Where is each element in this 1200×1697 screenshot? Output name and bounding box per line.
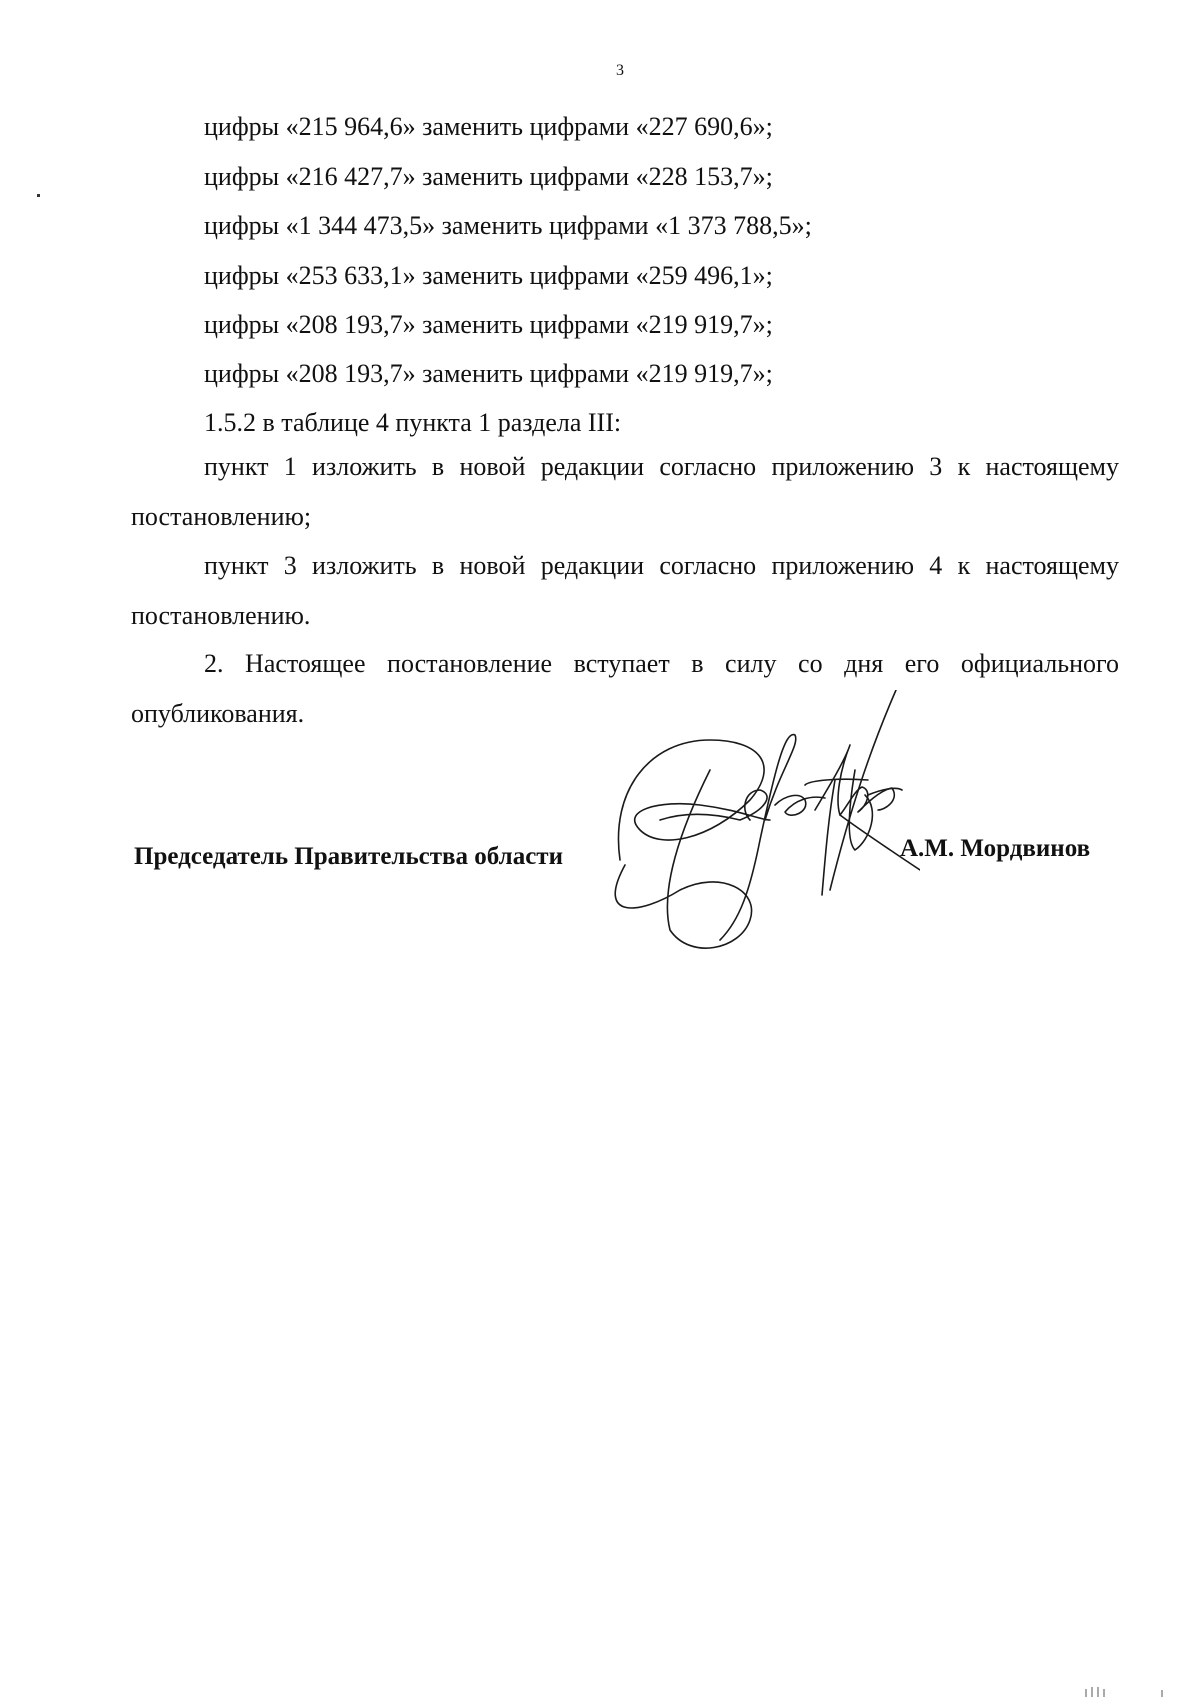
point-3-paragraph: пункт 3 изложить в новой редакции согласно приложению 4 к настоящему постановлению. <box>131 551 1119 630</box>
clause-2-paragraph: 2. Настоящее постановление вступает в силу со дня его официального опубликования. <box>131 649 1119 728</box>
scan-edge-marks <box>1080 1684 1180 1697</box>
replacement-line-1: цифры «215 964,6» заменить цифрами «227 690,6»; <box>204 112 773 141</box>
signatory-title: Председатель Правительства области <box>134 843 563 870</box>
replacement-line-5: цифры «208 193,7» заменить цифрами «219 919,7»; <box>204 310 773 339</box>
signatory-name: А.М. Мордвинов <box>900 835 1091 862</box>
point-1-paragraph: пункт 1 изложить в новой редакции согласно приложению 3 к настоящему постановлению; <box>131 452 1119 531</box>
replacement-line-3: цифры «1 344 473,5» заменить цифрами «1 373 788,5»; <box>204 211 812 240</box>
replacement-line-2: цифры «216 427,7» заменить цифрами «228 153,7»; <box>204 162 773 191</box>
replacement-line-4: цифры «253 633,1» заменить цифрами «259 496,1»; <box>204 261 773 290</box>
scan-dot <box>37 194 40 197</box>
replacement-line-6: цифры «208 193,7» заменить цифрами «219 919,7»; <box>204 359 773 388</box>
handwritten-signature <box>600 690 920 970</box>
page-number: 3 <box>616 62 624 79</box>
clause-1-5-2: 1.5.2 в таблице 4 пункта 1 раздела III: <box>204 408 622 437</box>
